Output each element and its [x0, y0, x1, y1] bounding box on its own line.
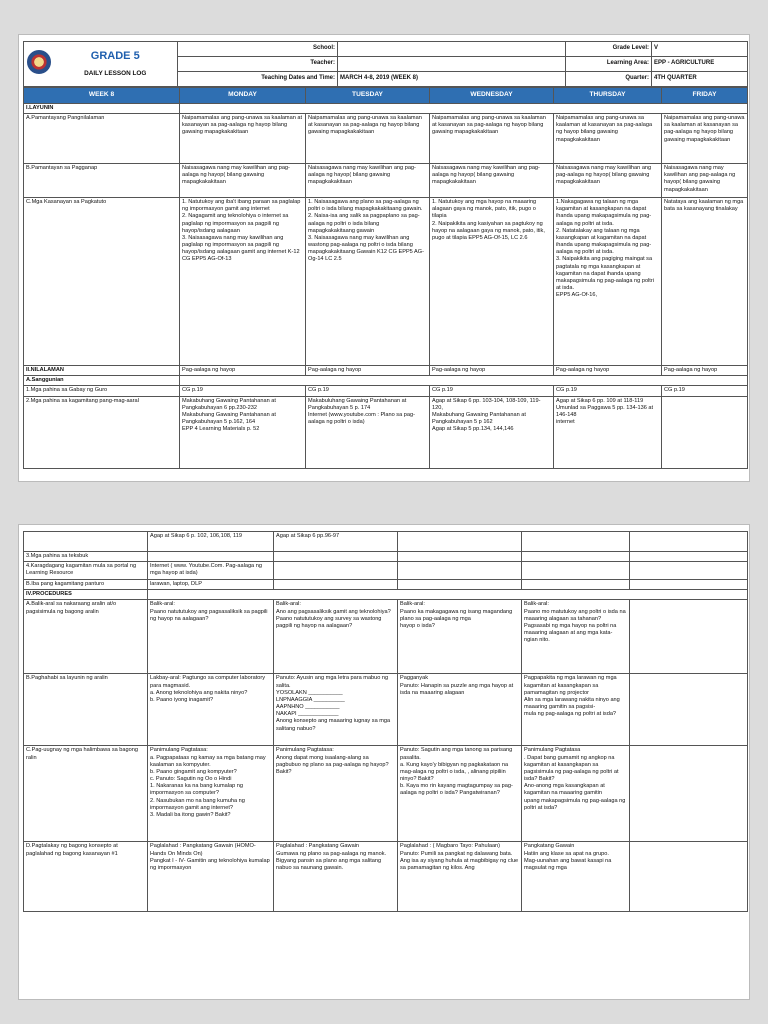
- table-cell: Paglalahad : Pangkatang Gawain Gumawa ng plano sa pag-aalaga ng manok. Bigyang pansin sa plano ang mga salitang nabuo sa naunang gawain.: [274, 842, 398, 912]
- table-cell: Lakbay-aral: Pagtungo sa computer laboratory para magmasid. a. Anong teknolohiya ang nakita ninyo? b. Paano iyong inagamit?: [148, 674, 274, 746]
- deped-seal-icon: [27, 50, 51, 74]
- row-label: II.NILALAMAN: [24, 366, 180, 376]
- table-cell: CG p.19: [430, 386, 554, 396]
- table-cell: Naisasagawa nang may kawilihan ang pag-aalaga ng hayop( bilang gawaing mapagkakakitaan: [180, 164, 306, 198]
- tuesday-header: TUESDAY: [306, 88, 430, 104]
- table-cell: Makabuluhang Gawaing Pantahanan at Pangkabuhayan 5 p. 174 Internet (www.youtube.com : Plano sa pag-aalaga ng poltri o isda): [306, 396, 430, 468]
- learning-area-label: Learning Area:: [566, 56, 652, 71]
- row-label: A.Pamantayang Pangnilalaman: [24, 114, 180, 164]
- table-cell: Paglalahad : Pangkatang Gawain (HOMO-Hands On Minds On) Pangkat I - IV- Gamitin ang teknolohiya kumalap ng impormasyon: [148, 842, 274, 912]
- table-cell: [630, 532, 748, 552]
- row-label: [24, 532, 148, 552]
- table-cell: Internet ( www. Youtube.Com. Pag-aalaga ng mga hayop at isda): [148, 562, 274, 580]
- table-cell: Panuto: Sagutin ang mga tanong sa parisang pasalita. a. Kung kayo'y bibigyan ng pagkakataon na mag-alaga ng poltri o isda, , alinang pipiliin ninyo? Bakit? b. Kaya mo rin kayang magtagumpay sa pag-aalaga ng poltri o isda? Pangatwiranan?: [398, 746, 522, 842]
- dates-label: Teaching Dates and Time:: [178, 71, 338, 86]
- table-cell: [630, 580, 748, 590]
- table-cell: Pag-aalaga ng hayop: [430, 366, 554, 376]
- table-cell: [522, 580, 630, 590]
- grade-level-label: Grade Level:: [566, 42, 652, 57]
- table-cell: [630, 842, 748, 912]
- section-heading: A.Sanggunian: [24, 376, 180, 386]
- table-cell: 1. Natutukoy ang mga hayop na maaaring alagaan gaya ng manok, pato, itik, pugo o tilapia 2. Naipakikita ang kasiyahan sa pagtukoy ng hayop na aalagaan gaya ng manok, pato, itik, pugo at tilapia EPP5 AG-Of-15, LC 2.6: [430, 198, 554, 366]
- quarter-value: 4TH QUARTER: [652, 71, 748, 86]
- lesson-table-page-2: [23, 531, 748, 912]
- section-heading: I.LAYUNIN: [24, 104, 180, 114]
- table-cell: [398, 580, 522, 590]
- section-heading: IV.PROCEDURES: [24, 590, 148, 600]
- table-row: [24, 198, 748, 366]
- table-cell: Makabuhang Gawaing Pantahanan at Pangkabuhayan 6 pp.230-232 Makabuhang Gawaing Pantahanan at Pangkabuhayan 5 p.162, 164 EPP 4 Learning Materials p. 52: [180, 396, 306, 468]
- friday-header: FRIDAY: [662, 88, 748, 104]
- table-row: [24, 386, 748, 396]
- week-header: WEEK 8: [24, 88, 180, 104]
- header-table: [23, 41, 748, 87]
- table-cell: [662, 396, 748, 468]
- table-cell: Paglalahad : ( Magbaro Tayo: Pahulaan) Panuto: Pumili sa pangkat ng dalawang bata. Ang isa ay siyang huhula at magbibigay ng clue sa pamamagitan ng kilos. Ang: [398, 842, 522, 912]
- table-cell: Panimulang Pagtatasa: Anong dapat mong isaalang-alang sa pagbubuo ng plano sa pag-aalaga ng hayop? Bakit?: [274, 746, 398, 842]
- table-cell: Pag-aalaga ng hayop: [554, 366, 662, 376]
- table-cell: [274, 580, 398, 590]
- table-cell: Naisasagawa nang may kawilihan ang pag-aalaga ng hayop( bilang gawaing mapagkakakitaan: [554, 164, 662, 198]
- table-cell: Balik-aral: Paano mo matutukoy ang poltri o isda na maaaring alagaan sa tahanan? Pagsasabi ng mga hayop na poltri na maaaring alagaan at ang mga kata- ngian nito.: [522, 600, 630, 674]
- grade-level-value: V: [652, 42, 748, 57]
- teacher-label: Teacher:: [178, 56, 338, 71]
- teacher-value: [338, 56, 566, 71]
- table-cell: [148, 552, 274, 562]
- section-row: [24, 590, 748, 600]
- row-label: 3.Mga pahina sa teksbuk: [24, 552, 148, 562]
- table-row: [24, 600, 748, 674]
- table-cell: CG p.19: [180, 386, 306, 396]
- table-cell: [630, 600, 748, 674]
- table-cell: [398, 552, 522, 562]
- deped-seal-cell: [24, 42, 54, 87]
- table-cell: Naipamamalas ang pang-unawa sa kaalaman at kasanayan sa pag-aalaga ng hayop bilang gawaing mapagkakakitaan: [554, 114, 662, 164]
- table-row: [24, 562, 748, 580]
- table-cell: [630, 562, 748, 580]
- table-row: [24, 746, 748, 842]
- table-row: [24, 532, 748, 552]
- table-cell: Panuto: Ayusin ang mga letra para mabuo ng salita. YOSOLAKN ___________ LNPNAAGGIA __________ AAPNHNO ___________ NAKAPI _____________ Anong konsepto ang maaaring iugnay sa mga salitang nabuo?: [274, 674, 398, 746]
- table-cell: Panimulang Pagtatasa . Dapat bang gumamit ng angkop na kagamitan at kasangkapan sa pagsisimula ng pag-aalaga ng poltri at isda? Bakit? Ano-anong mga kasangkapan at kagamitan na maaaring gamitin upang makapagsimula ng pag-aalaga ng poltri at isda?: [522, 746, 630, 842]
- table-cell: Naipamamalas ang pang-unawa sa kaalaman at kasanayan sa pag-aalaga ng hayop bilang gawaing mapagkakakitaan: [306, 114, 430, 164]
- row-label: D.Pagtalakay ng bagong konsepto at paglalahad ng bagong kasanayan #1: [24, 842, 148, 912]
- learning-area-value: EPP - AGRICULTURE: [652, 56, 748, 71]
- row-label: 2.Mga pahina sa kagamitang pang-mag-aaral: [24, 396, 180, 468]
- table-cell: CG p.19: [306, 386, 430, 396]
- table-cell: Balik-aral: Paano ka makagagawa ng isang magandang plano sa pag-aalaga ng mga hayop o isda?: [398, 600, 522, 674]
- table-cell: Agap at Sikap 6 pp. 103-104, 108-109, 119-120, Makabuhang Gawaing Pantahanan at Pangkabuhayan 5 p 162 Agap at Sikap 5 pp.134, 144,146: [430, 396, 554, 468]
- quarter-label: Quarter:: [566, 71, 652, 86]
- section-row: [24, 366, 748, 376]
- row-label: C.Mga Kasanayan sa Pagkatuto: [24, 198, 180, 366]
- table-cell: [630, 746, 748, 842]
- school-value: [338, 42, 566, 57]
- page-2: [18, 524, 750, 1000]
- table-row: [24, 114, 748, 164]
- table-row: [24, 164, 748, 198]
- table-cell: 1. Naisasagawa ang plano sa pag-aalaga ng poltri o isda bilang mapagkakakitaang gawain. 2. Naisa-isa ang salik sa pagpaplano sa pag-aalaga ng poltri o isda bilang mapagkakakitaang gawain 3. Naisasagawa nang may kawilihan ang wastong pag-aalaga ng poltri o isda bilang mapagkakakitaang Gawain K12 CG EPP5 AG-Og-14 LC 2.5: [306, 198, 430, 366]
- page-1: [18, 34, 750, 482]
- table-cell: Pag-aalaga ng hayop: [662, 366, 748, 376]
- table-row: [24, 580, 748, 590]
- table-cell: Pagpapakita ng mga larawan ng mga kagamitan at kasangkapan sa pamamagitan ng projector Alin sa mga larawang nakita ninyo ang maaaring gamitin sa pagsisi- mula ng pag-aalaga ng poltri at isda?: [522, 674, 630, 746]
- wednesday-header: WEDNESDAY: [430, 88, 554, 104]
- lesson-table-page-1: [23, 87, 748, 469]
- table-cell: 1.Nakagagawa ng talaan ng mga kagamitan at kasangkapan na dapat ihanda upang makapagsimula ng pag-aalaga ng poltri at isda. 2. Natatalakay ang talaan ng mga kasangkapan at kagamitan na dapat ihanda upang makapagsimula ng pag-aalaga ng poltri at isda. 3. Naipakikita ang pagiging maingat sa pagtatala ng mga kasangkapan at kagamitan na dapat ihanda upang makapagsimula ng pag-aalaga ng poltri at isda. EPP5 AG-Of-16,: [554, 198, 662, 366]
- table-row: [24, 674, 748, 746]
- table-cell: [522, 532, 630, 552]
- table-cell: [398, 532, 522, 552]
- row-label: C.Pag-uugnay ng mga halimbawa sa bagong ralin: [24, 746, 148, 842]
- table-cell: larawan, laptop, DLP: [148, 580, 274, 590]
- section-row: [24, 104, 748, 114]
- table-cell: Naipamamalas ang pang-unawa sa kaalaman at kasanayan sa pag-aalaga ng hayop bilang gawaing mapagkakakitaan: [662, 114, 748, 164]
- table-cell: Pangkatang Gawain Hatiin ang klase sa apat na grupo. Mag-uunahan ang bawat kasapi na magsulat ng mga: [522, 842, 630, 912]
- table-cell: Naipamamalas ang pang-unawa sa kaalaman at kasanayan sa pag-aalaga ng hayop bilang gawaing mapagkakakitaan: [430, 114, 554, 164]
- table-cell: Naipamamalas ang pang-unawa sa kaalaman at kasanayan sa pag-aalaga ng hayop bilang gawaing mapagkakakitaan: [180, 114, 306, 164]
- table-cell: [274, 562, 398, 580]
- table-cell: Pag-aalaga ng hayop: [180, 366, 306, 376]
- table-cell: Agap at Sikap 6 pp.96-97: [274, 532, 398, 552]
- table-cell: Agap at Sikap 6 p. 102, 106,108, 119: [148, 532, 274, 552]
- dates-value: MARCH 4-8, 2019 (WEEK 8): [338, 71, 566, 86]
- monday-header: MONDAY: [180, 88, 306, 104]
- title-cell: [54, 42, 178, 87]
- table-cell: [630, 552, 748, 562]
- table-cell: Naisasagawa nang may kawilihan ang pag-aalaga ng hayop( bilang gawaing mapagkakakitaan: [662, 164, 748, 198]
- section-empty-cell: [148, 590, 748, 600]
- table-row: [24, 552, 748, 562]
- table-cell: Agap at Sikap 6 pp. 109 at 118-119 Umunlad sa Paggawa 5 pp. 134-136 at 146-148 internet: [554, 396, 662, 468]
- table-cell: [522, 552, 630, 562]
- row-label: B.Pamantayan sa Pagganap: [24, 164, 180, 198]
- school-label: School:: [178, 42, 338, 57]
- table-cell: Balik-aral: Paano natututukoy ang pagsasaliksik sa pagpili ng hayop na aalagaan?: [148, 600, 274, 674]
- grade-title: GRADE 5: [90, 50, 140, 63]
- table-cell: Pag-aalaga ng hayop: [306, 366, 430, 376]
- table-cell: 1. Natutukoy ang iba't ibang paraan sa paglalap ng impormasyon gamit ang internet 2. Nagagamit ang teknolohiya o internet sa paglalap ng impormasyon sa pagpili ng hayop/isdang aalagaan 3. Naisasagawa nang may kawilihan ang paglalap ng impormasyon sa pagpili ng hayop/isdang aalagaan gamit ang internet K-12 CG EPP5 AG-Of-13: [180, 198, 306, 366]
- table-cell: Balik-aral: Ano ang pagsasaliksik gamit ang teknolohiya? Paano natututukoy ang survey sa wastong pagpili ng hayop na aalagaan?: [274, 600, 398, 674]
- section-empty-cell: [180, 376, 748, 386]
- daily-lesson-log-title: DAILY LESSON LOG: [84, 70, 147, 78]
- table-cell: Pagganyak Panuto: Hanapin sa puzzle ang mga hayop at isda na maaaring alagaan: [398, 674, 522, 746]
- thursday-header: THURSDAY: [554, 88, 662, 104]
- table-cell: [274, 552, 398, 562]
- table-row: [24, 396, 748, 468]
- table-cell: Naisasagawa nang may kawilihan ang pag-aalaga ng hayop( bilang gawaing mapagkakakitaan: [430, 164, 554, 198]
- table-cell: Natataya ang kaalaman ng mga bata sa kasanayang tinalakay: [662, 198, 748, 366]
- section-empty-cell: [180, 104, 748, 114]
- table-cell: CG p.19: [662, 386, 748, 396]
- table-cell: Naisasagawa nang may kawilihan ang pag-aalaga ng hayop( bilang gawaing mapagkakakitaan: [306, 164, 430, 198]
- table-cell: [398, 562, 522, 580]
- row-label: B.Paghahabi sa layunin ng aralin: [24, 674, 148, 746]
- section-row: [24, 376, 748, 386]
- row-label: 1.Mga pahina sa Gabay ng Guro: [24, 386, 180, 396]
- table-cell: Panimulang Pagtatasa: a. Pagpapataas ng kamay sa mga batang may kaalaman sa kompyuter. b. Paano gingamit ang kompyuter? c. Panuto: Sagutin ng Oo o Hindi 1. Nakaranas ka na bang kumalap ng impormasyon sa computer? 2. Nasubukan mo na bang kumuha ng impormasyon gamit ang internet? 3. Madali ba itong gawin? Bakit?: [148, 746, 274, 842]
- table-row: [24, 842, 748, 912]
- table-cell: [522, 562, 630, 580]
- table-cell: CG p.19: [554, 386, 662, 396]
- table-cell: [630, 674, 748, 746]
- row-label: 4.Karagdagang kagamitan mula sa portal ng Learning Resource: [24, 562, 148, 580]
- row-label: A.Balik-aral sa nakaraang aralin at/o pagsisimula ng bagong aralin: [24, 600, 148, 674]
- row-label: B.Iba pang kagamitang panturo: [24, 580, 148, 590]
